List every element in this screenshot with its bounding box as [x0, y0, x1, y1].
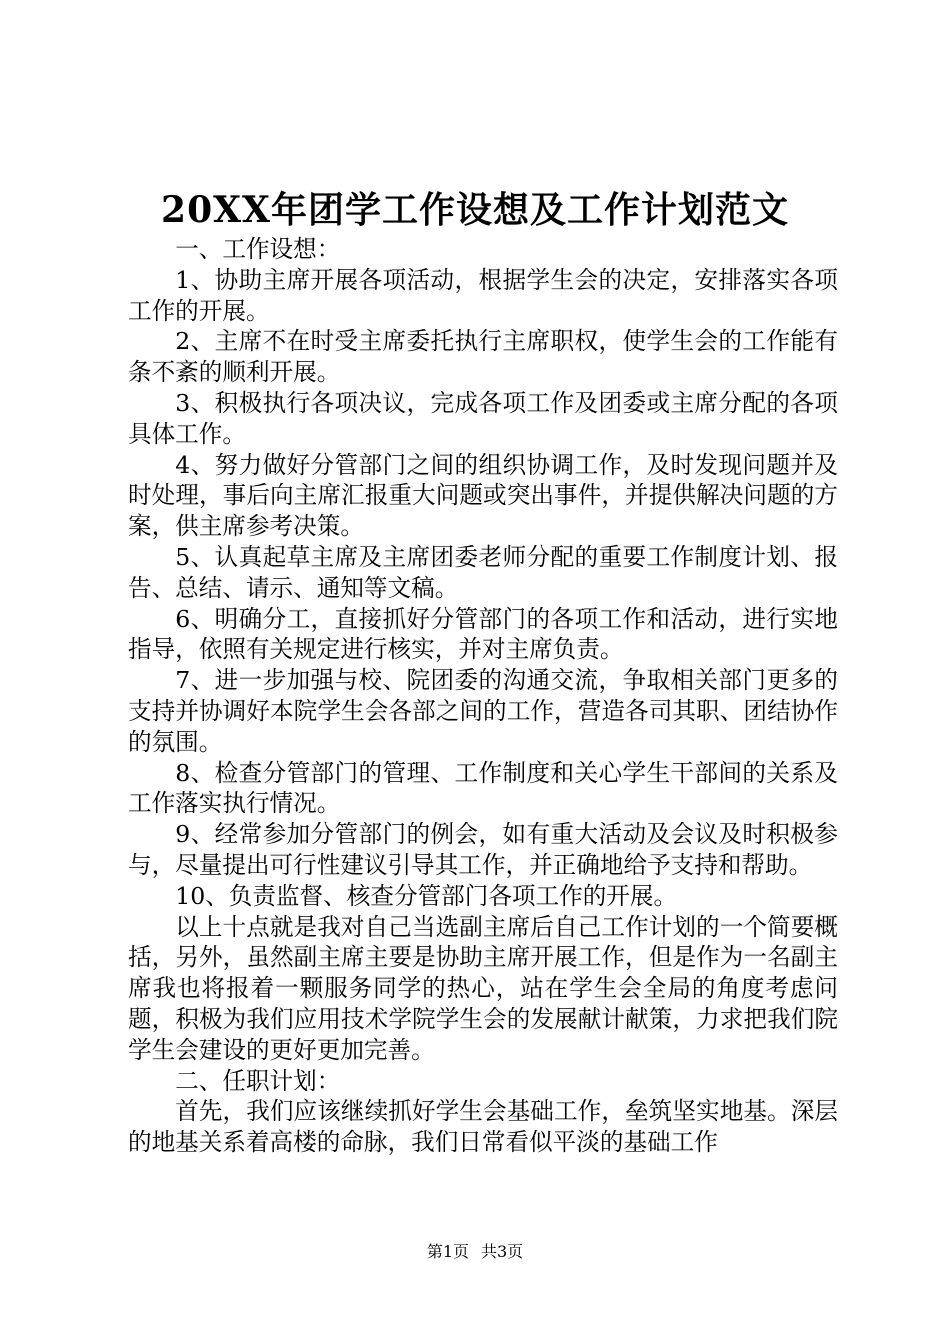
paragraph: 2、主席不在时受主席委托执行主席职权，使学生会的工作能有条不紊的顺利开展。 [128, 327, 838, 387]
paragraph: 7、进一步加强与校、院团委的沟通交流，争取相关部门更多的支持并协调好本院学生会各部之间的工作，营造各司其职、团结协作的氛围。 [128, 666, 838, 756]
paragraph: 9、经常参加分管部门的例会，如有重大活动及会议及时积极参与，尽量提出可行性建议引导其工作，并正确地给予支持和帮助。 [128, 820, 838, 879]
paragraph: 二、任职计划： [175, 1066, 341, 1095]
paragraph: 首先，我们应该继续抓好学生会基础工作，垒筑坚实地基。深层的地基关系着高楼的命脉，我们日常看似平淡的基础工作 [128, 1097, 838, 1157]
paragraph: 以上十点就是我对自己当选副主席后自己工作计划的一个简要概括，另外，虽然副主席主要是协助主席开展工作，但是作为一名副主席我也将报着一颗服务同学的热心，站在学生会全局的角度考虑问题，积极为我们应用技术学院学生会的发展献计献策，力求把我们院学生会建设的更好更加完善。 [128, 912, 838, 1064]
paragraph: 1、协助主席开展各项活动，根据学生会的决定，安排落实各项工作的开展。 [128, 265, 838, 325]
document-body [128, 234, 838, 1158]
paragraph: 3、积极执行各项决议，完成各项工作及团委或主席分配的各项具体工作。 [128, 388, 838, 448]
paragraph: 4、努力做好分管部门之间的组织协调工作，及时发现问题并及时处理，事后向主席汇报重大问题或突出事件，并提供解决问题的方案，供主席参考决策。 [128, 450, 838, 541]
paragraph: 6、明确分工，直接抓好分管部门的各项工作和活动，进行实地指导，依照有关规定进行核实，并对主席负责。 [128, 604, 838, 664]
page-number: 第1页 [426, 1242, 469, 1261]
page-footer [0, 1242, 950, 1262]
paragraph: 一、工作设想： [175, 235, 341, 263]
paragraph: 10、负责监督、核查分管部门各项工作的开展。 [175, 881, 678, 910]
page-total: 共3页 [481, 1242, 524, 1261]
document-title: 20XX年团学工作设想及工作计划范文 [161, 189, 789, 231]
paragraph: 8、检查分管部门的管理、工作制度和关心学生干部间的关系及工作落实执行情况。 [128, 758, 838, 818]
paragraph: 5、认真起草主席及主席团委老师分配的重要工作制度计划、报告、总结、请示、通知等文稿。 [128, 542, 838, 602]
